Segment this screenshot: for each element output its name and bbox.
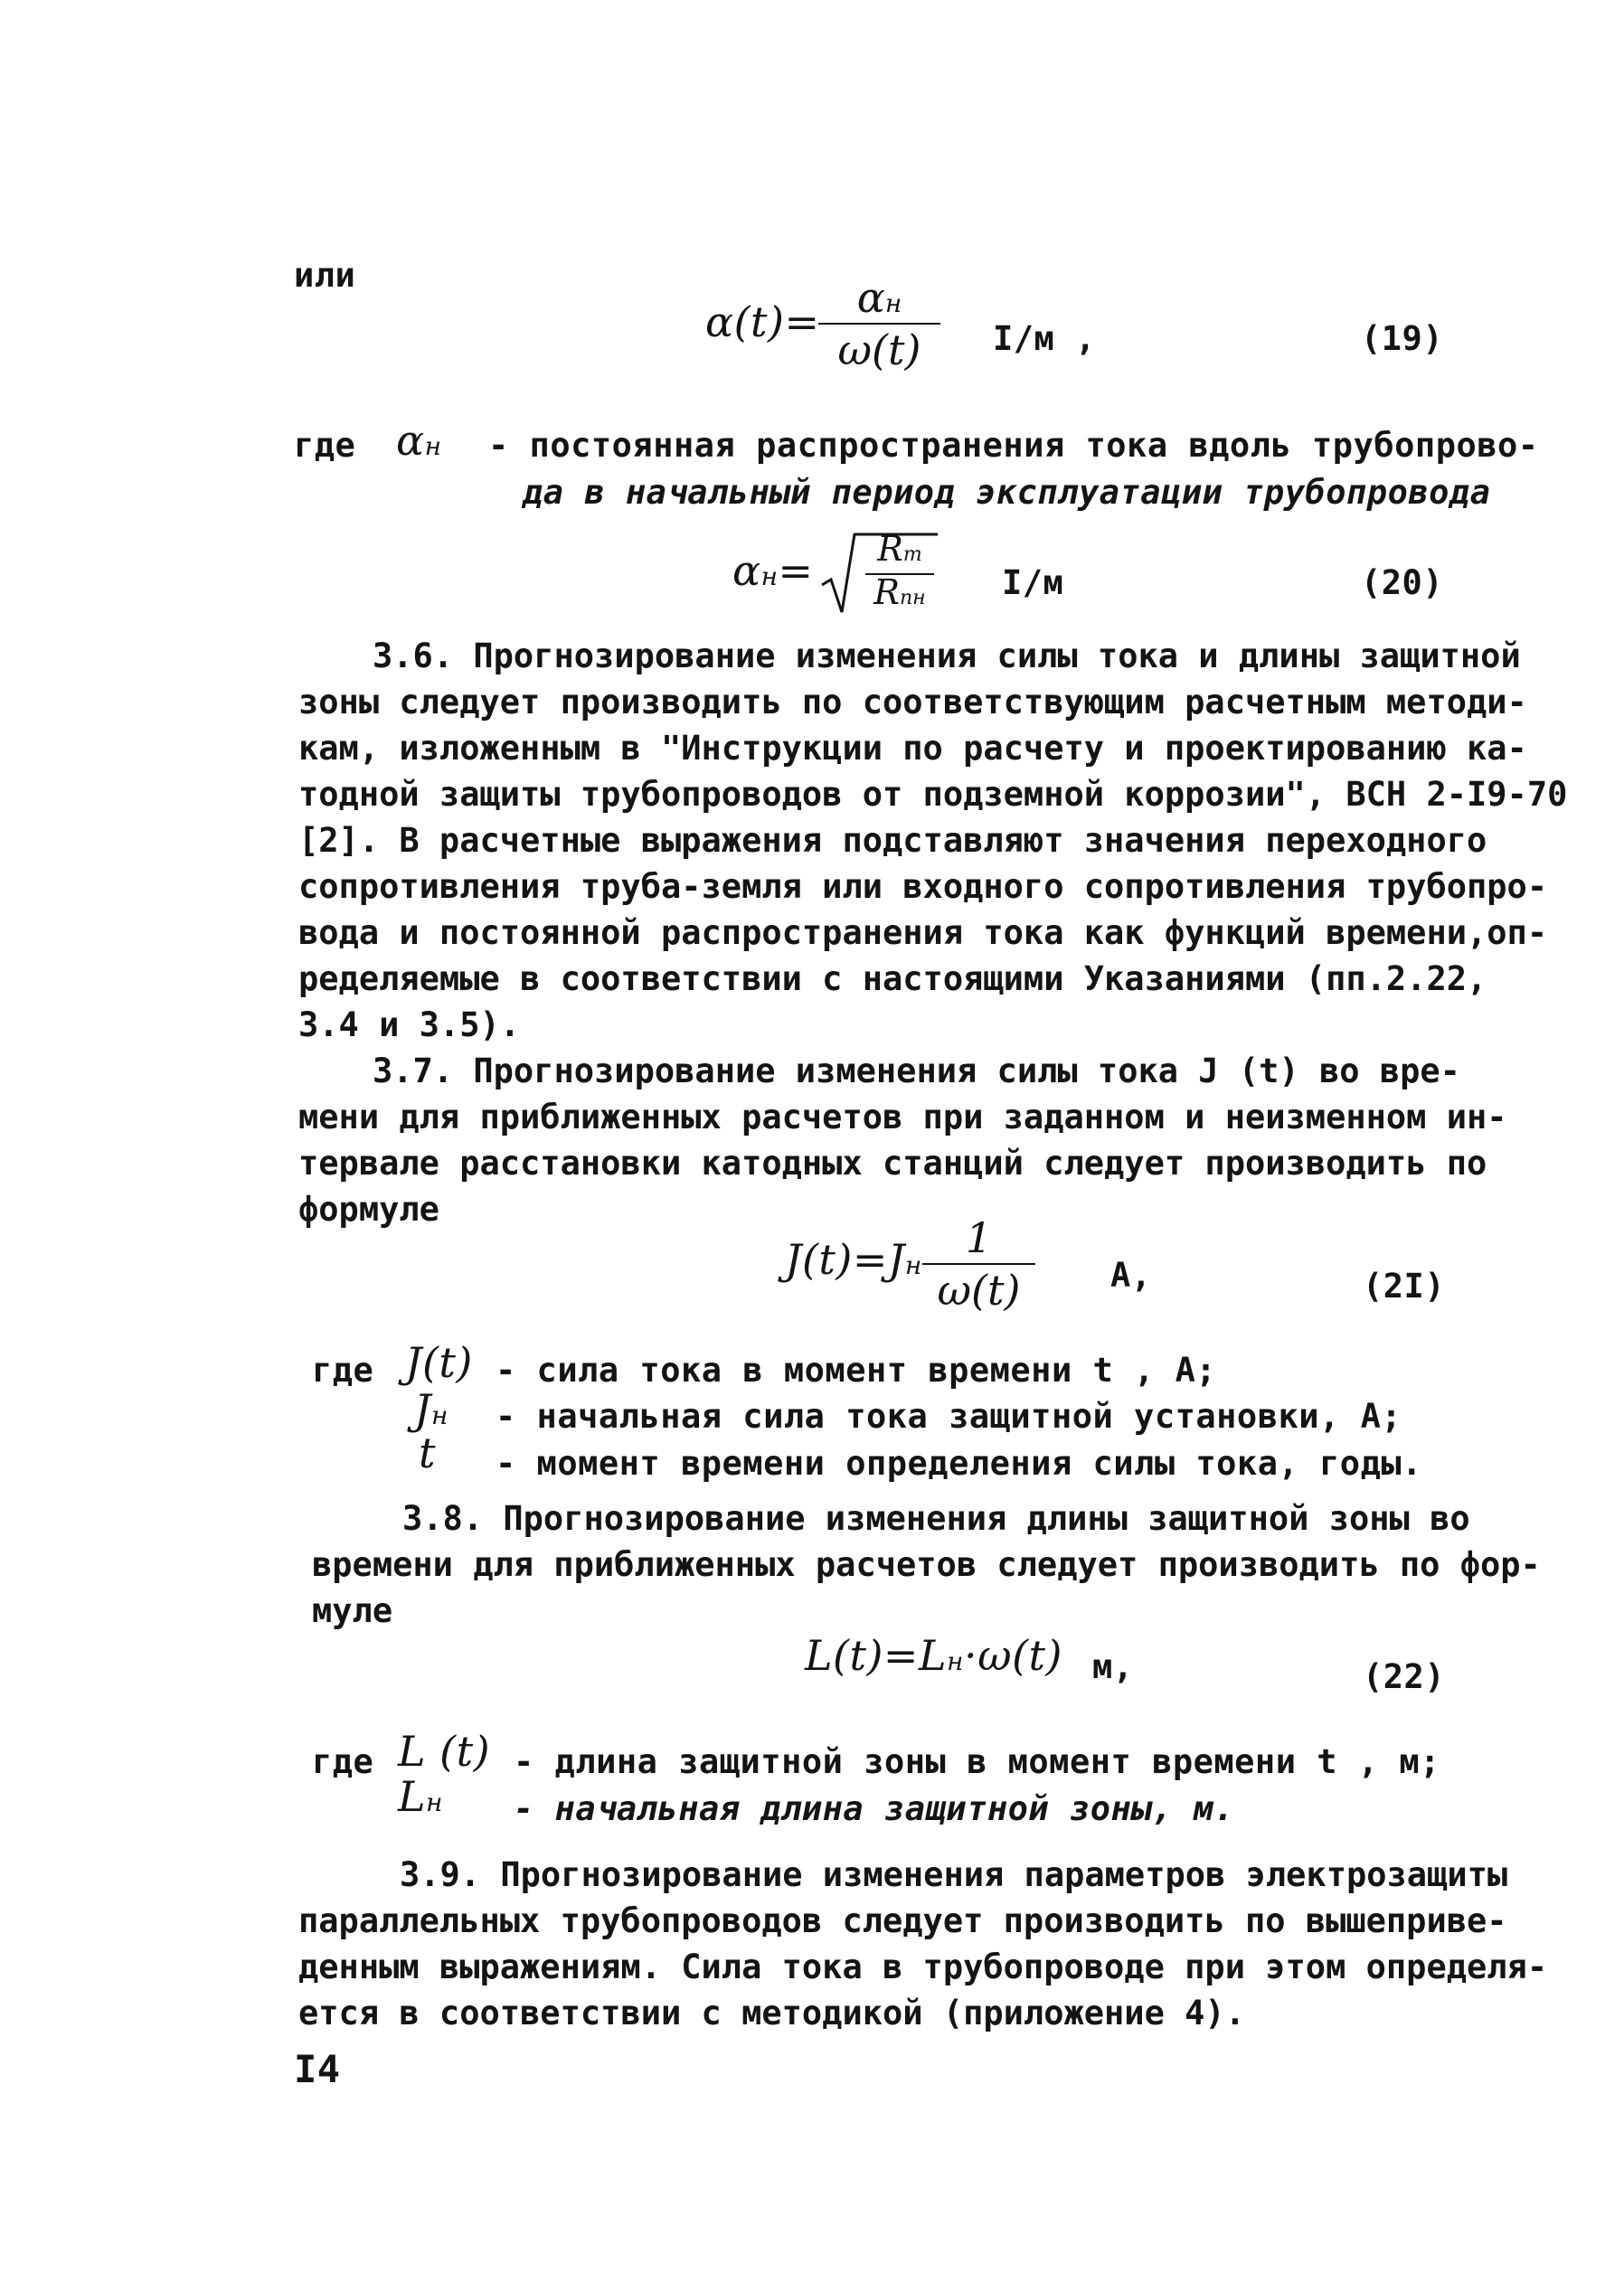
para36-line: ределяемые в соответствии с настоящими Указаниями (пп.2.22, — [298, 959, 1487, 998]
para39-line: денным выражениям. Сила тока в трубопроводе при этом определя- — [298, 1948, 1548, 1986]
intro-word: или — [294, 256, 356, 295]
para36-line: тодной защиты трубопроводов от подземной коррозии", ВСН 2-I9-70 — [298, 775, 1568, 814]
def22-symbol-1: L — [398, 1772, 427, 1821]
def22-symbol-1-sub: н — [426, 1787, 443, 1817]
eq21-fraction — [922, 1213, 1035, 1316]
para36-line: [2]. В расчетные выражения подставляют значения переходного — [298, 821, 1487, 860]
para38-line: муле — [312, 1591, 393, 1630]
para36-line: вода и постоянной распространения тока как функций времени,оп- — [298, 913, 1548, 952]
def22-text-0: - длина защитной зоны в момент времени t , м; — [514, 1742, 1440, 1781]
def22-symbol-0: L (t) — [398, 1727, 491, 1776]
para37-line: мени для приближенных расчетов при заданном и неизменном ин- — [298, 1098, 1507, 1136]
def21-text-0: - сила тока в момент времени t , А; — [496, 1351, 1217, 1390]
eq19-unit: I/м , — [993, 319, 1096, 358]
eq19-lhs-arg: (t)= — [733, 297, 820, 346]
paragraph-3-7 — [298, 1048, 1507, 1232]
para38-line: 3.8. Прогнозирование изменения длины защитной зоны во — [402, 1499, 1470, 1538]
eq21-unit: А, — [1110, 1256, 1152, 1295]
para39-line: ется в соответствии с методикой (приложение 4). — [298, 1994, 1245, 2032]
paragraph-3-8 — [312, 1495, 1541, 1634]
eq19-number: (19) — [1361, 319, 1444, 358]
eq20-number: (20) — [1361, 563, 1444, 602]
page-number: I4 — [294, 2047, 341, 2091]
def21-symbol-0: J(t) — [405, 1338, 473, 1387]
para38-line: времени для приближенных расчетов следует производить по фор- — [312, 1545, 1541, 1584]
eq20-numerator-sub: т — [902, 543, 922, 566]
eq22-lhs: L(t)=L — [805, 1631, 948, 1680]
def19-line2: да в начальный период эксплуатации трубопровода — [523, 473, 1491, 512]
para36-line: зоны следует производить по соответствующим расчетным методи- — [298, 683, 1527, 722]
para36-line: 3.4 и 3.5). — [298, 1005, 521, 1044]
eq21-denominator: ω(t) — [937, 1266, 1021, 1316]
para36-line: кам, изложенным в "Инструкции по расчету и проектированию ка- — [298, 729, 1527, 768]
eq19-fraction — [818, 273, 940, 375]
eq21-fraction-bar — [922, 1263, 1035, 1265]
eq20-equals: = — [778, 546, 814, 595]
eq20-denominator-sub: пн — [899, 586, 926, 609]
eq20-unit: I/м — [1002, 563, 1064, 602]
eq21-lhs-sub: н — [904, 1250, 922, 1280]
para37-line: тервале расстановки катодных станций следует производить по — [298, 1144, 1487, 1183]
def19-where: где — [294, 426, 356, 465]
eq20-fraction — [864, 529, 936, 612]
paragraph-3-6 — [298, 633, 1567, 1048]
eq19-alpha-symbol: α — [705, 297, 734, 346]
para39-line: 3.9. Прогнозирование изменения параметров электрозащиты — [400, 1855, 1508, 1894]
eq22-number: (22) — [1363, 1657, 1446, 1696]
def21-symbol-2: t — [419, 1429, 436, 1477]
para36-line: 3.6. Прогнозирование изменения силы тока и длины защитной — [373, 637, 1521, 675]
para37-line: формуле — [298, 1190, 439, 1229]
eq20-numerator: R — [877, 529, 903, 569]
def19-symbol: α — [396, 416, 425, 465]
eq20-alpha-sub: н — [760, 561, 779, 591]
eq20-alpha-symbol: α — [732, 546, 761, 595]
eq19-fraction-bar — [818, 323, 940, 325]
def19-line1: - постоянная распространения тока вдоль трубопрово- — [488, 426, 1539, 465]
eq19-numerator-symbol: α — [856, 273, 885, 322]
eq21-lhs: J(t)=J — [785, 1235, 905, 1284]
def21-symbol-1-sub: н — [430, 1401, 448, 1430]
def22-text-1: - начальная длина защитной зоны, м. — [514, 1789, 1235, 1828]
para39-line: параллельных трубопроводов следует производить по вышеприве- — [298, 1901, 1507, 1940]
eq20-denominator: R — [873, 571, 900, 612]
eq19-denominator: ω(t) — [837, 325, 921, 375]
eq21-numerator: 1 — [965, 1213, 993, 1262]
paragraph-3-9 — [298, 1852, 1547, 2036]
eq19-numerator-sub: н — [884, 288, 902, 318]
para37-line: 3.7. Прогнозирование изменения силы тока J (t) во вре- — [373, 1052, 1460, 1090]
def21-text-2: - момент времени определения силы тока, годы. — [496, 1444, 1422, 1483]
def21-where: где — [312, 1351, 374, 1390]
eq22-rhs: ·ω(t) — [963, 1631, 1062, 1680]
para36-line: сопротивления труба-земля или входного сопротивления трубопро- — [298, 867, 1548, 906]
eq22-lhs-sub: н — [947, 1646, 964, 1676]
def19-symbol-sub: н — [424, 431, 442, 461]
def21-symbol-1: J — [414, 1385, 431, 1434]
eq21-number: (2I) — [1363, 1267, 1446, 1306]
def22-where: где — [312, 1742, 374, 1781]
def21-text-1: - начальная сила тока защитной установки, А; — [496, 1397, 1402, 1436]
eq22-unit: м, — [1092, 1647, 1134, 1686]
